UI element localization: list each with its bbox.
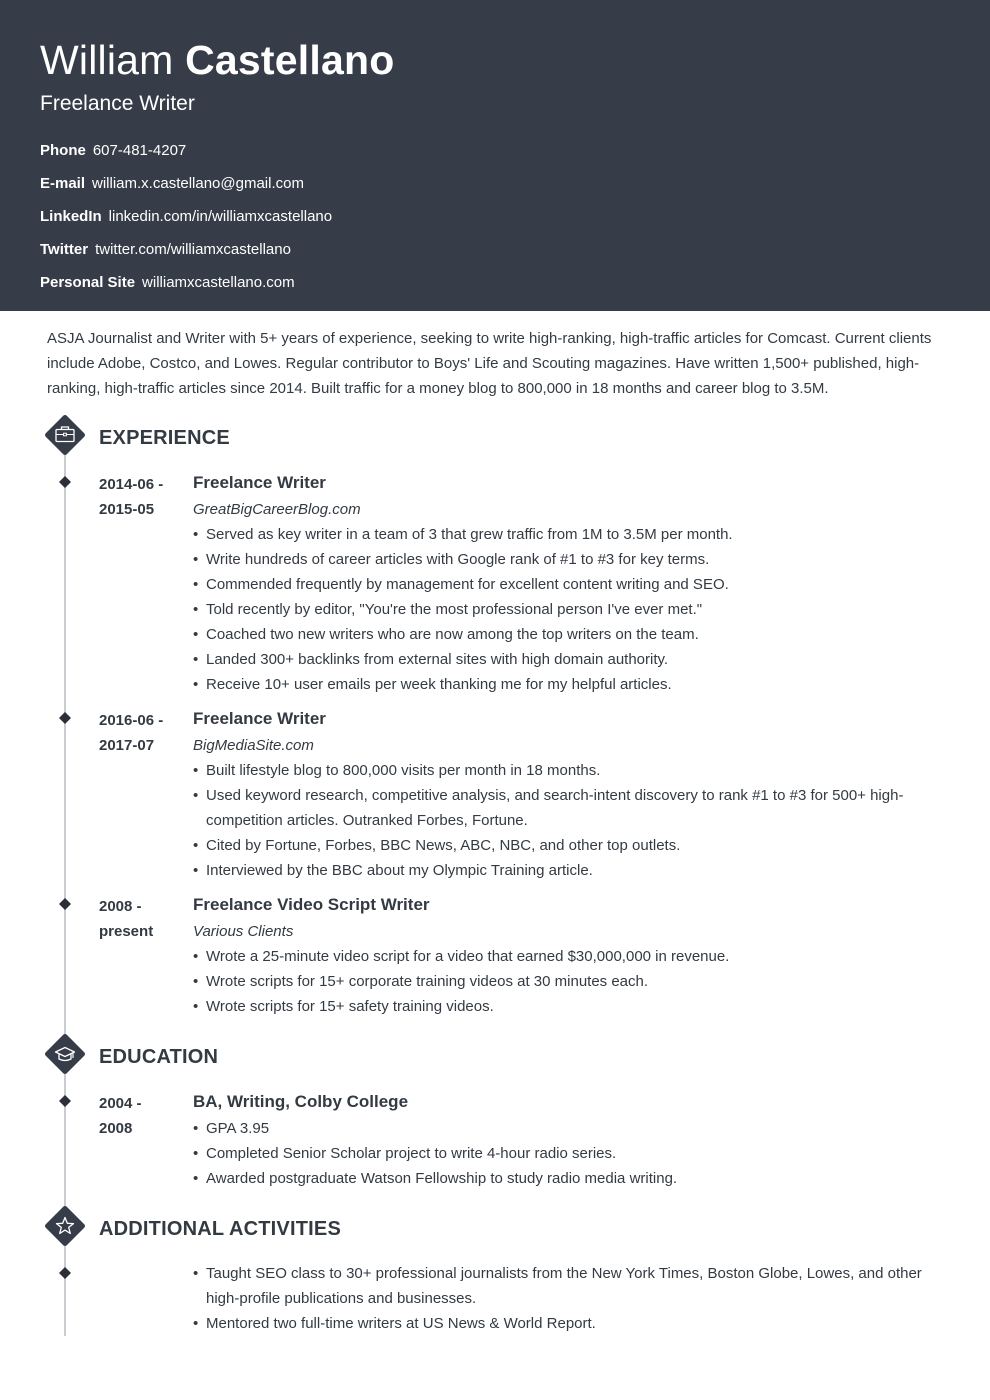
bullet-item: • Served as key writer in a team of 3 that grew traffic from 1M to 3.5M per month. — [193, 522, 943, 547]
date-end: present — [99, 923, 154, 940]
bullet-item: • Taught SEO class to 30+ professional journalists from the New York Times, Boston Globe, Lowes, and other high-profile publications and businesses. — [193, 1261, 928, 1311]
bullet-item: • Built lifestyle blog to 800,000 visits per month in 18 months. — [193, 758, 943, 783]
job-title: Freelance Writer — [193, 473, 326, 492]
date-end: 2017-07 — [99, 737, 155, 754]
summary-paragraph: ASJA Journalist and Writer with 5+ years of experience, seeking to write high-ranking, high-traffic articles for Comcast. Current clients include Adobe, Costco, and Lowes. Regular contributor to Boys' Life and Scouting magazines. Have written 1,500+ published, high-ranking, high-traffic articles since 2014. Built traffic for a money blog to 800,000 in 18 months and career blog to 3.5M. — [47, 330, 932, 397]
contact-value[interactable]: linkedin.com/in/williamxcastellano — [108, 208, 333, 225]
contact-label: Twitter — [40, 241, 89, 258]
contact-label: Phone — [40, 142, 86, 159]
contact-email — [40, 174, 304, 194]
bullet-item: • Commended frequently by management for excellent content writing and SEO. — [193, 572, 943, 597]
first-name: William — [40, 37, 174, 83]
bullet-item: • Landed 300+ backlinks from external sites with high domain authority. — [193, 647, 943, 672]
education-date — [99, 1091, 142, 1141]
job-date — [99, 708, 163, 758]
job-entry — [193, 471, 943, 697]
contact-label: Personal Site — [40, 274, 136, 291]
company-name: BigMediaSite.com — [193, 737, 314, 754]
bullet-item: • Coached two new writers who are now among the top writers on the team. — [193, 622, 943, 647]
contact-value[interactable]: 607-481-4207 — [92, 142, 187, 159]
bullet-item: • Mentored two full-time writers at US News & World Report. — [193, 1311, 943, 1336]
bullet-item: • Wrote scripts for 15+ safety training videos. — [193, 994, 943, 1019]
resume-header — [0, 0, 990, 311]
company-name: GreatBigCareerBlog.com — [193, 501, 361, 518]
timeline-dot — [59, 898, 71, 910]
date-end: 2015-05 — [99, 501, 155, 518]
bullet-item: • Awarded postgraduate Watson Fellowship to study radio media writing. — [193, 1166, 943, 1191]
contact-twitter — [40, 240, 291, 260]
experience-title: EXPERIENCE — [99, 427, 230, 449]
timeline-dot — [59, 712, 71, 724]
contact-value[interactable]: williamxcastellano.com — [142, 274, 295, 291]
contact-phone — [40, 141, 186, 161]
contact-value[interactable]: william.x.castellano@gmail.com — [92, 175, 304, 192]
bullet-item: • Told recently by editor, "You're the most professional person I've ever met." — [193, 597, 943, 622]
candidate-role: Freelance Writer — [40, 92, 195, 115]
education-bullets — [193, 1116, 943, 1191]
company-name: Various Clients — [193, 923, 294, 940]
bullet-item: • GPA 3.95 — [193, 1116, 943, 1141]
last-name: Castellano — [185, 37, 395, 83]
date-end: 2008 — [99, 1120, 133, 1137]
job-bullets — [193, 522, 943, 697]
timeline-dot — [59, 1267, 71, 1279]
job-date — [99, 472, 163, 522]
star-icon — [44, 1205, 86, 1247]
bullet-item: • Interviewed by the BBC about my Olympic Training article. — [193, 858, 943, 883]
experience-timeline-line — [64, 452, 66, 1034]
bullet-item: • Write hundreds of career articles with Google rank of #1 to #3 for key terms. — [193, 547, 943, 572]
contact-label: E-mail — [40, 175, 86, 192]
date-start: 2004 - — [99, 1095, 142, 1112]
activities-timeline-line — [64, 1244, 66, 1336]
candidate-name — [40, 36, 394, 84]
job-date — [99, 894, 153, 944]
bullet-item: • Wrote a 25-minute video script for a video that earned $30,000,000 in revenue. — [193, 944, 943, 969]
date-start: 2008 - — [99, 898, 142, 915]
activities-entry — [193, 1261, 943, 1336]
education-entry — [193, 1090, 943, 1191]
job-title: Freelance Writer — [193, 709, 326, 728]
activities-title: ADDITIONAL ACTIVITIES — [99, 1218, 341, 1240]
bullet-item: • Completed Senior Scholar project to write 4-hour radio series. — [193, 1141, 943, 1166]
education-timeline-line — [64, 1072, 66, 1206]
contact-personal-site — [40, 273, 295, 293]
graduation-cap-icon — [44, 1033, 86, 1075]
job-entry — [193, 707, 943, 883]
contact-label: LinkedIn — [40, 208, 102, 225]
date-start: 2014-06 - — [99, 476, 164, 493]
job-entry — [193, 893, 943, 1019]
degree-title: BA, Writing, Colby College — [193, 1092, 409, 1111]
contact-linkedin — [40, 207, 332, 227]
date-start: 2016-06 - — [99, 712, 164, 729]
bullet-item: • Wrote scripts for 15+ corporate training videos at 30 minutes each. — [193, 969, 943, 994]
job-title: Freelance Video Script Writer — [193, 895, 430, 914]
activities-bullets — [193, 1261, 943, 1336]
bullet-item: • Receive 10+ user emails per week thanking me for my helpful articles. — [193, 672, 943, 697]
job-bullets — [193, 758, 943, 883]
bullet-item: • Cited by Fortune, Forbes, BBC News, ABC, NBC, and other top outlets. — [193, 833, 943, 858]
education-title: EDUCATION — [99, 1046, 219, 1068]
contact-value[interactable]: twitter.com/williamxcastellano — [95, 241, 291, 258]
timeline-dot — [59, 476, 71, 488]
bullet-item: • Used keyword research, competitive analysis, and search-intent discovery to rank #1 to #3 for 500+ high-competition articles. Outranked Forbes, Fortune. — [193, 783, 908, 833]
job-bullets — [193, 944, 943, 1019]
timeline-dot — [59, 1095, 71, 1107]
briefcase-icon — [44, 414, 86, 456]
